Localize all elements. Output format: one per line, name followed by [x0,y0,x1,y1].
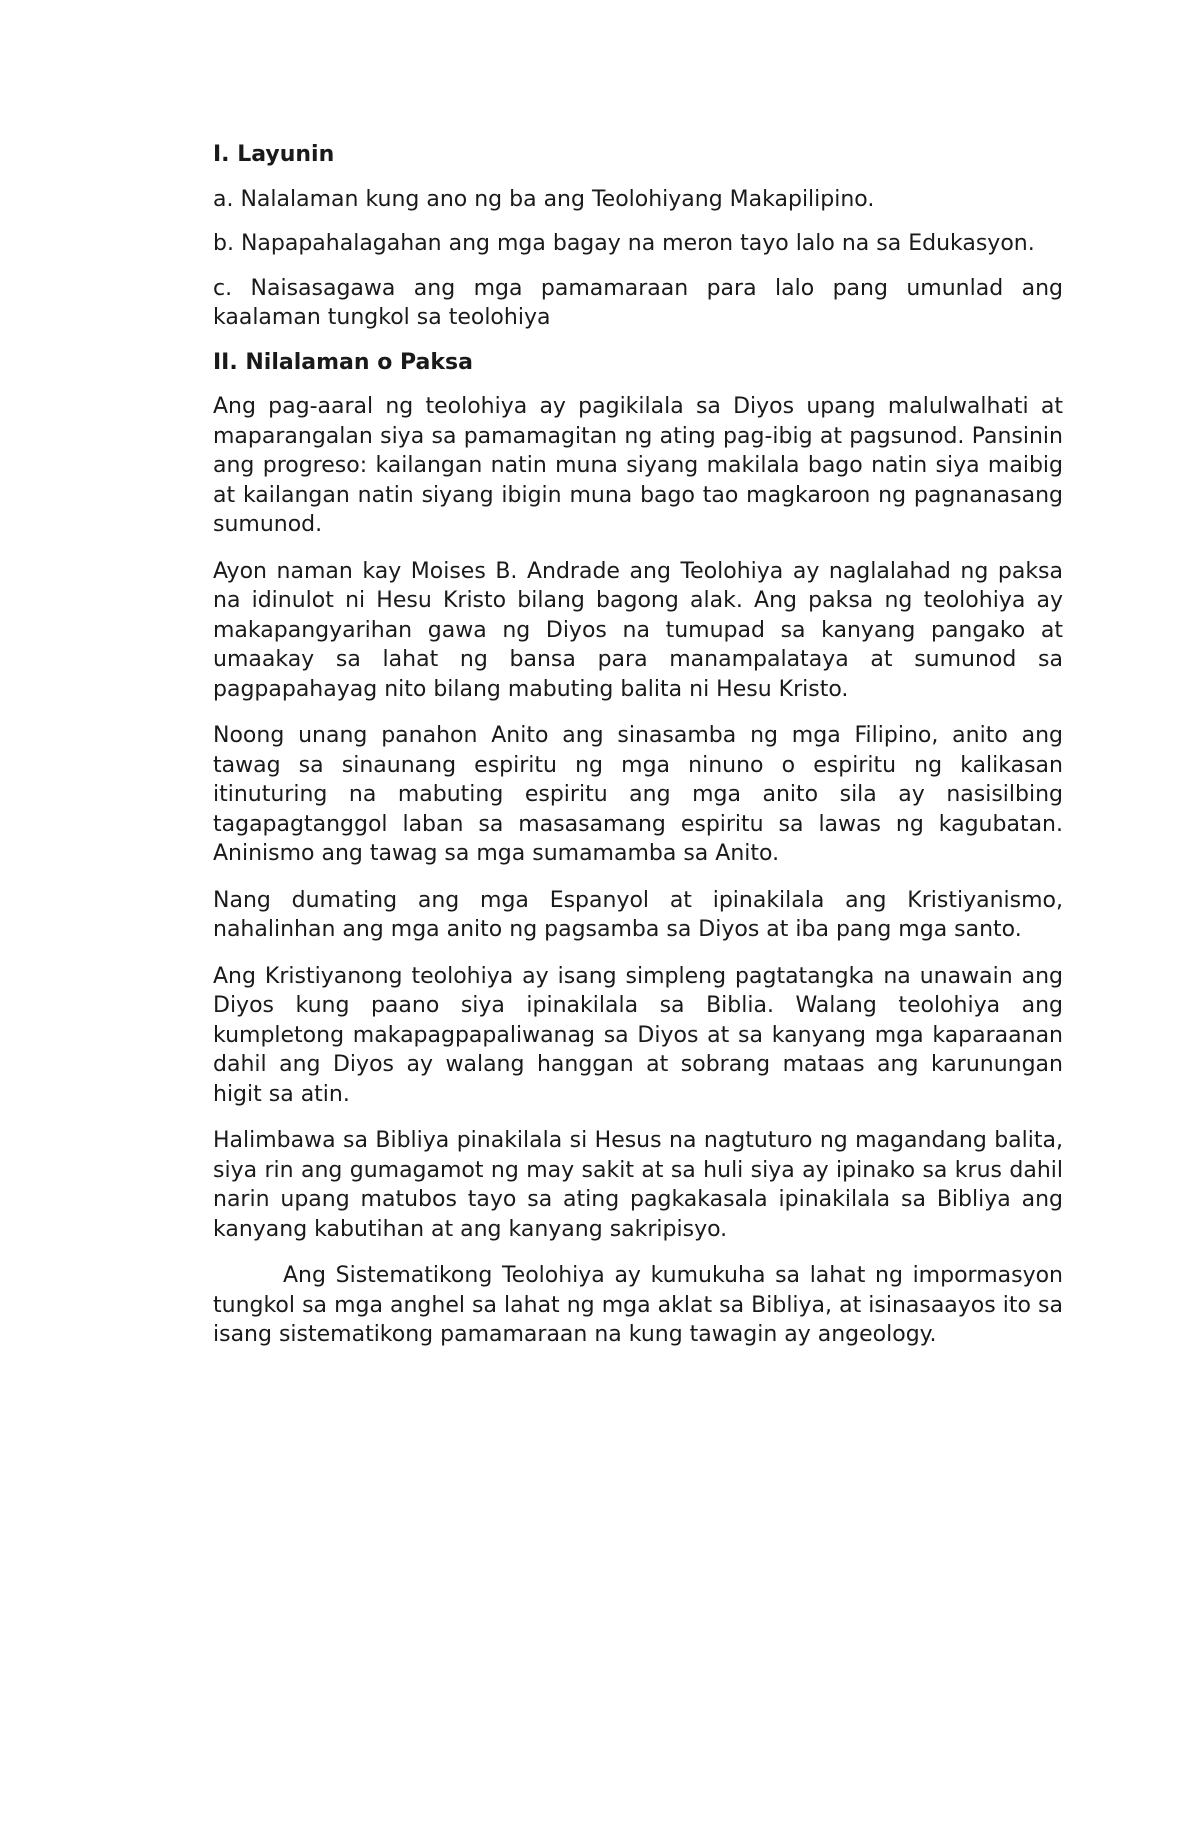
paragraph-sistematikong-teolohiya: Ang Sistematikong Teolohiya ay kumukuha sa lahat ng impormasyon tungkol sa mga anghel sa lahat ng mga aklat sa Bibliya, at isinasaayos ito sa isang sistematikong pamamaraan na kung tawagin ay angeology. [213,1263,1063,1347]
paragraph-andrade: Ayon naman kay Moises B. Andrade ang Teolohiya ay naglalahad ng paksa na idinulot ni Hesu Kristo bilang bagong alak. Ang paksa ng teolohiya ay makapangyarihan gawa ng Diyos na tumupad sa kanyang pangako at umaakay sa lahat ng bansa para manampalataya at sumunod sa pagpapahayag nito bilang mabuting balita ni Hesu Kristo. [213,558,1063,702]
paragraph-kristiyanong-teolohiya: Ang Kristiyanong teolohiya ay isang simpleng pagtatangka na unawain ang Diyos kung paano siya ipinakilala sa Biblia. Walang teolohiya ang kumpletong makapagpapaliwanag sa Diyos at sa kanyang mga kaparaanan dahil ang Diyos ay walang hanggan at sobrang mataas ang karunungan higit sa atin. [213,963,1063,1107]
section-heading-layunin: I. Layunin [213,142,335,167]
paragraph-anito: Noong unang panahon Anito ang sinasamba ng mga Filipino, anito ang tawag sa sinaunang espiritu ng mga ninuno o espiritu ng kalikasan itinuturing na mabuting espiritu ang mga anito sila ay nasisilbing tagapagtanggol laban sa masasamang espiritu sa lawas ng kagubatan. Aninismo ang tawag sa mga sumamamba sa Anito. [213,723,1063,866]
paragraph-halimbawa: Halimbawa sa Bibliya pinakilala si Hesus na nagtuturo ng magandang balita, siya rin ang gumagamot ng may sakit at sa huli siya ay ipinako sa krus dahil narin upang matubos tayo sa ating pagkakasala ipinakilala sa Bibliya ang kanyang kabutihan at ang kanyang sakripisyo. [213,1128,1063,1242]
objective-item-c: c. Naisasagawa ang mga pamamaraan para lalo pang umunlad ang kaalaman tungkol sa teolohiya [213,275,1063,330]
section-heading-nilalaman: II. Nilalaman o Paksa [213,349,473,375]
objective-item-b: b. Napapahalagahan ang mga bagay na meron tayo lalo na sa Edukasyon. [213,231,1035,256]
objective-item-a: a. Nalalaman kung ano ng ba ang Teolohiyang Makapilipino. [213,186,875,212]
paragraph-pag-aaral: Ang pag-aaral ng teolohiya ay pagikilala sa Diyos upang malulwalhati at maparangalan siya sa pamamagitan ng ating pag-ibig at pagsunod. Pansinin ang progreso: kailangan natin muna siyang makilala bago natin siya maibig at kailangan natin siyang ibigin muna bago tao magkaroon ng pagnanasang sumunod. [213,394,1063,537]
document-page [213,140,1063,1367]
paragraph-espanyol: Nang dumating ang mga Espanyol at ipinakilala ang Kristiyanismo, nahalinhan ang mga anito ng pagsamba sa Diyos at iba pang mga santo. [213,887,1063,942]
